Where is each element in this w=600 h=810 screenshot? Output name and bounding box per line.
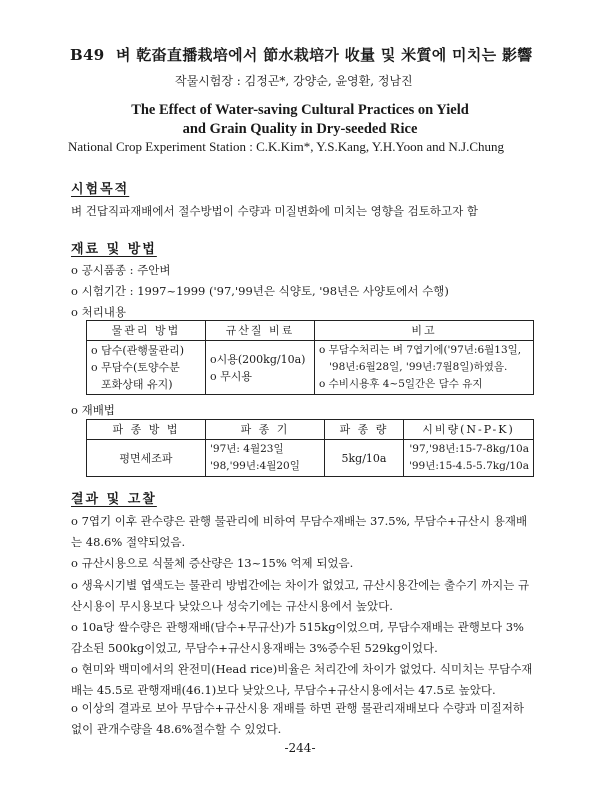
result-item: o 현미와 백미에서의 완전미(Head rice)비율은 처리간에 차이가 없었다. 식미치는 무담수재배는 45.5로 관행재배(46.1)보다 낮았으나, 무담수+규산시용에서는 47.5로 높았다. [71,662,533,697]
table-header-cell: 파 종 방 법 [87,420,206,440]
result-item: o 생육시기별 엽색도는 물관리 방법간에는 차이가 없었고, 규산시용간에는 출수기 까지는 규산시용이 무시용보다 낮았으나 성숙기에는 규산시용에서 높았다. [71,578,530,613]
method-item-period: o 시험기간 : 1997~1999 ('97,'99년은 식양토, '98년은 사양토에서 수행) [71,284,449,298]
method-item-cultivation: o 재배법 [71,403,115,417]
section-heading-results: 결과 및 고찰 [71,492,157,507]
table-header-cell: 규산질 비료 [206,321,315,341]
cell-line: o시용(200kg/10a) [210,352,306,366]
table-cell-silicate [206,341,315,395]
table-cell-remarks [315,341,534,395]
section-heading-purpose: 시험목적 [71,182,130,197]
table-cell-fertilizer [404,440,534,477]
cell-line: '97년: 4월23일 [210,443,284,455]
table-header-cell: 파 종 량 [325,420,404,440]
cell-line: '98,'99년:4월20일 [210,460,300,472]
table-cell-water [87,341,206,395]
cell-line: o 무담수처리는 벼 7엽기에('97년:6월13일, [319,344,522,356]
result-item: o 규산시용으로 식물체 증산량은 13~15% 억제 되었음. [71,556,354,570]
cell-line: o 담수(관행물관리) [91,344,185,357]
cell-line: o 무담수(토양수분 [91,361,180,374]
cell-line: o 무시용 [210,369,252,383]
table-header-cell: 물관리 방법 [87,321,206,341]
cultivation-table [86,419,534,477]
table-header-row [87,321,534,341]
title-ko-text: 벼 乾畓直播栽培에서 節水栽培가 收量 및 米質에 미치는 影響 [115,46,533,64]
table-cell-method: 평면세조파 [87,440,206,477]
result-item: o 10a당 쌀수량은 관행재배(담수+무규산)가 515kg이었으며, 무담수재배는 관행보다 3%감소된 500kg이었고, 무담수+규산시용재배는 3%증수된 529kg이었다. [71,620,524,655]
table-cell-seed-rate: 5kg/10a [325,440,404,477]
abstract-code: B49 [70,46,105,64]
paper-title-ko [70,44,533,65]
table-row [87,440,534,477]
table-cell-sowing-date [206,440,325,477]
cell-line: o 수비시용후 4~5일간은 담수 유지 [319,378,483,390]
title-en-line1: The Effect of Water-saving Cultural Practices on Yield [131,102,469,118]
table-header-cell: 파 종 기 [206,420,325,440]
table-header-cell: 비고 [315,321,534,341]
table-header-cell: 시비량(N-P-K) [404,420,534,440]
cell-line: '98년:6월28일, '99년:7월8일)하였음. [329,361,508,373]
result-item: o 7엽기 이후 관수량은 관행 물관리에 비하여 무담수재배는 37.5%, 무담수+규산시 용재배는 48.6% 절약되었음. [71,514,528,549]
title-en-line2: and Grain Quality in Dry-seeded Rice [182,121,418,137]
section-heading-methods: 재료 및 방법 [71,242,157,257]
result-item: o 이상의 결과로 보아 무담수+규산시용 재배를 하면 관행 물관리재배보다 수량과 미질저하없이 관개수량을 48.6%절수할 수 있었다. [71,701,525,736]
table-header-row [87,420,534,440]
page-number: -244- [284,741,316,755]
method-item-treatment: o 처리내용 [71,305,127,319]
purpose-text: 벼 건답직파재배에서 절수방법이 수량과 미질변화에 미치는 영향을 검토하고자 함 [71,204,478,218]
cell-line: '99년:15-4.5-5.7kg/10a [408,460,529,472]
cell-line: 포화상태 유지) [101,378,173,391]
treatment-table [86,320,534,395]
method-item-variety: o 공시품종 : 주안벼 [71,263,171,277]
cell-line: '97,'98년:15-7-8kg/10a [409,443,529,455]
table-row [87,341,534,395]
authors-ko: 작물시험장 : 김정곤*, 강양순, 윤영환, 정남진 [175,74,413,88]
affiliation-en: National Crop Experiment Station : C.K.Kim*, Y.S.Kang, Y.H.Yoon and N.J.Chung [68,139,504,154]
